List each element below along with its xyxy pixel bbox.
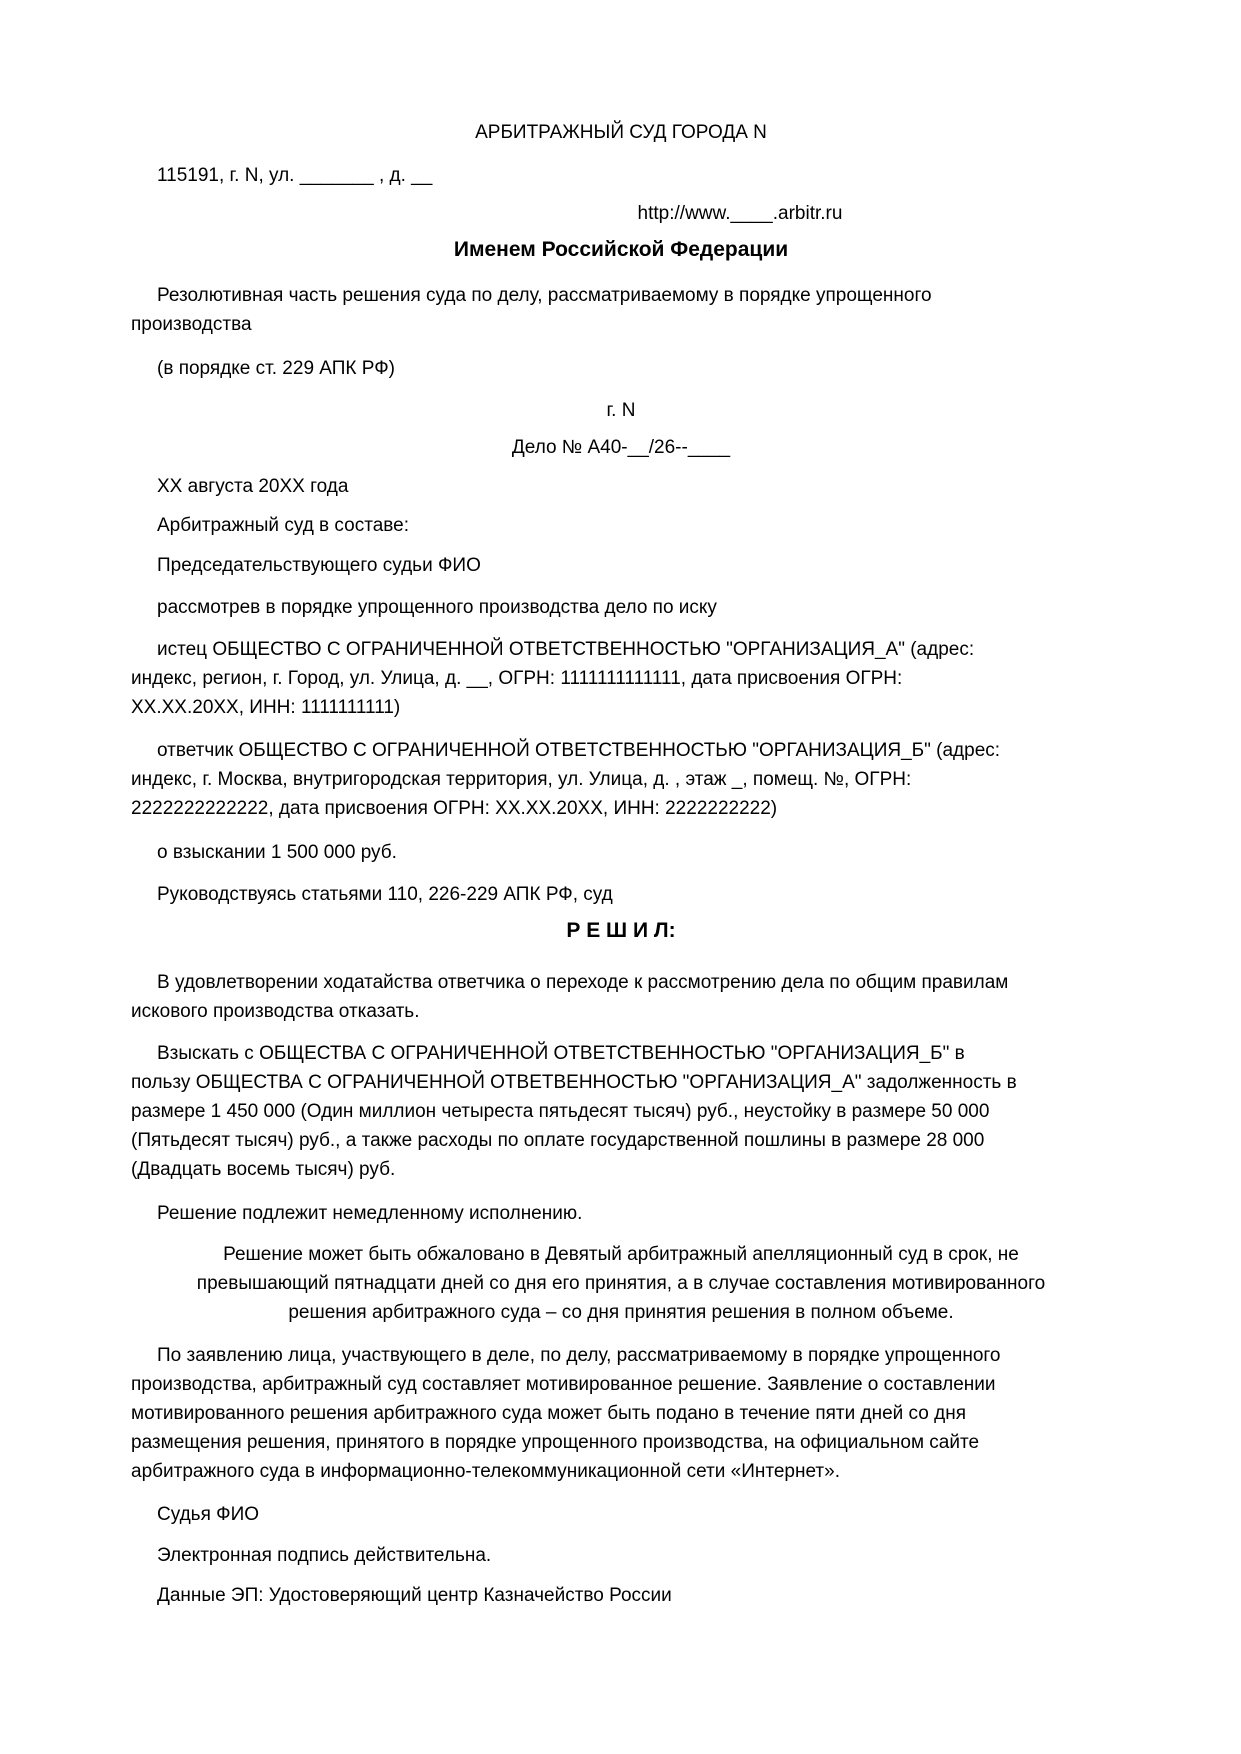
claim-amount: о взыскании 1 500 000 руб. bbox=[157, 842, 397, 863]
considered-line: рассмотрев в порядке упрощенного производства дело по иску bbox=[157, 597, 717, 618]
decision-p5-line-2: производства, арбитражный суд составляет мотивированное решение. Заявление о составлении bbox=[131, 1374, 996, 1395]
defendant-line-3: 2222222222222, дата присвоения ОГРН: XX.XX.20XX, ИНН: 2222222222) bbox=[131, 798, 778, 819]
decision-date: XX августа 20XX года bbox=[157, 476, 349, 497]
court-name: АРБИТРАЖНЫЙ СУД ГОРОДА N bbox=[475, 122, 767, 143]
guided-by: Руководствуясь статьями 110, 226-229 АПК РФ, суд bbox=[157, 884, 613, 905]
intro-line-2: производства bbox=[131, 314, 252, 335]
document-heading: Именем Российской Федерации bbox=[453, 238, 789, 261]
defendant-line-1: ответчик ОБЩЕСТВО С ОГРАНИЧЕННОЙ ОТВЕТСТВЕННОСТЬЮ "ОРГАНИЗАЦИЯ_Б" (адрес: bbox=[157, 740, 1001, 761]
decision-p4-line-1: Решение может быть обжаловано в Девятый арбитражный апелляционный суд в срок, не bbox=[223, 1244, 1019, 1265]
decision-p1-line-1: В удовлетворении ходатайства ответчика о переходе к рассмотрению дела по общим правилам bbox=[157, 972, 1009, 993]
decision-p4-line-2: превышающий пятнадцати дней со дня его принятия, а в случае составления мотивированного bbox=[196, 1273, 1046, 1294]
decision-p4-line-3: решения арбитражного суда – со дня принятия решения в полном объеме. bbox=[288, 1302, 954, 1323]
decision-p5-line-3: мотивированного решения арбитражного суда может быть подано в течение пяти дней со дня bbox=[131, 1403, 966, 1424]
composition-label: Арбитражный суд в составе: bbox=[157, 515, 409, 536]
decision-p2-line-2: пользу ОБЩЕСТВА С ОГРАНИЧЕННОЙ ОТВЕТВЕННОСТЬЮ "ОРГАНИЗАЦИЯ_А" задолженность в bbox=[131, 1072, 1017, 1093]
decision-p5-line-1: По заявлению лица, участвующего в деле, по делу, рассматриваемому в порядке упрощенного bbox=[157, 1345, 1001, 1366]
city: г. N bbox=[606, 400, 636, 421]
decision-p2-line-3: размере 1 450 000 (Один миллион четыреста пятьдесят тысяч) руб., неустойку в размере 50 000 bbox=[131, 1101, 990, 1122]
court-address: 115191, г. N, ул. _______ , д. __ bbox=[157, 165, 433, 186]
signature-valid: Электронная подпись действительна. bbox=[157, 1545, 492, 1566]
decision-p5-line-5: арбитражного суда в информационно-телекоммуникационной сети «Интернет». bbox=[131, 1461, 840, 1482]
court-website: http://www.____.arbitr.ru bbox=[637, 203, 843, 224]
defendant-line-2: индекс, г. Москва, внутригородская территория, ул. Улица, д. , этаж _, помещ. №, ОГРН: bbox=[131, 769, 912, 790]
decided-heading: Р Е Ш И Л: bbox=[566, 919, 676, 942]
decision-p2-line-5: (Двадцать восемь тысяч) руб. bbox=[131, 1159, 396, 1180]
decision-p3: Решение подлежит немедленному исполнению. bbox=[157, 1203, 583, 1224]
signature-data: Данные ЭП: Удостоверяющий центр Казначейство России bbox=[157, 1585, 672, 1606]
plaintiff-line-3: XX.XX.20XX, ИНН: 1111111111) bbox=[131, 697, 401, 718]
intro-line-1: Резолютивная часть решения суда по делу, рассматриваемому в порядке упрощенного bbox=[157, 285, 932, 306]
signature-judge: Судья ФИО bbox=[157, 1504, 260, 1525]
decision-p1-line-2: искового производства отказать. bbox=[131, 1001, 420, 1022]
intro-article: (в порядке ст. 229 АПК РФ) bbox=[157, 358, 395, 379]
case-number: Дело № А40-__/26--____ bbox=[511, 437, 731, 458]
presiding-judge: Председательствующего судьи ФИО bbox=[157, 555, 481, 576]
plaintiff-line-1: истец ОБЩЕСТВО С ОГРАНИЧЕННОЙ ОТВЕТСТВЕННОСТЬЮ "ОРГАНИЗАЦИЯ_А" (адрес: bbox=[157, 639, 975, 660]
decision-p5-line-4: размещения решения, принятого в порядке упрощенного производства, на официальном сайте bbox=[131, 1432, 980, 1453]
decision-p2-line-4: (Пятьдесят тысяч) руб., а также расходы по оплате государственной пошлины в размере 28 000 bbox=[131, 1130, 985, 1151]
decision-p2-line-1: Взыскать с ОБЩЕСТВА С ОГРАНИЧЕННОЙ ОТВЕТСТВЕННОСТЬЮ "ОРГАНИЗАЦИЯ_Б" в bbox=[157, 1043, 965, 1064]
plaintiff-line-2: индекс, регион, г. Город, ул. Улица, д. __, ОГРН: 1111111111111, дата присвоения ОГРН: bbox=[131, 668, 903, 689]
